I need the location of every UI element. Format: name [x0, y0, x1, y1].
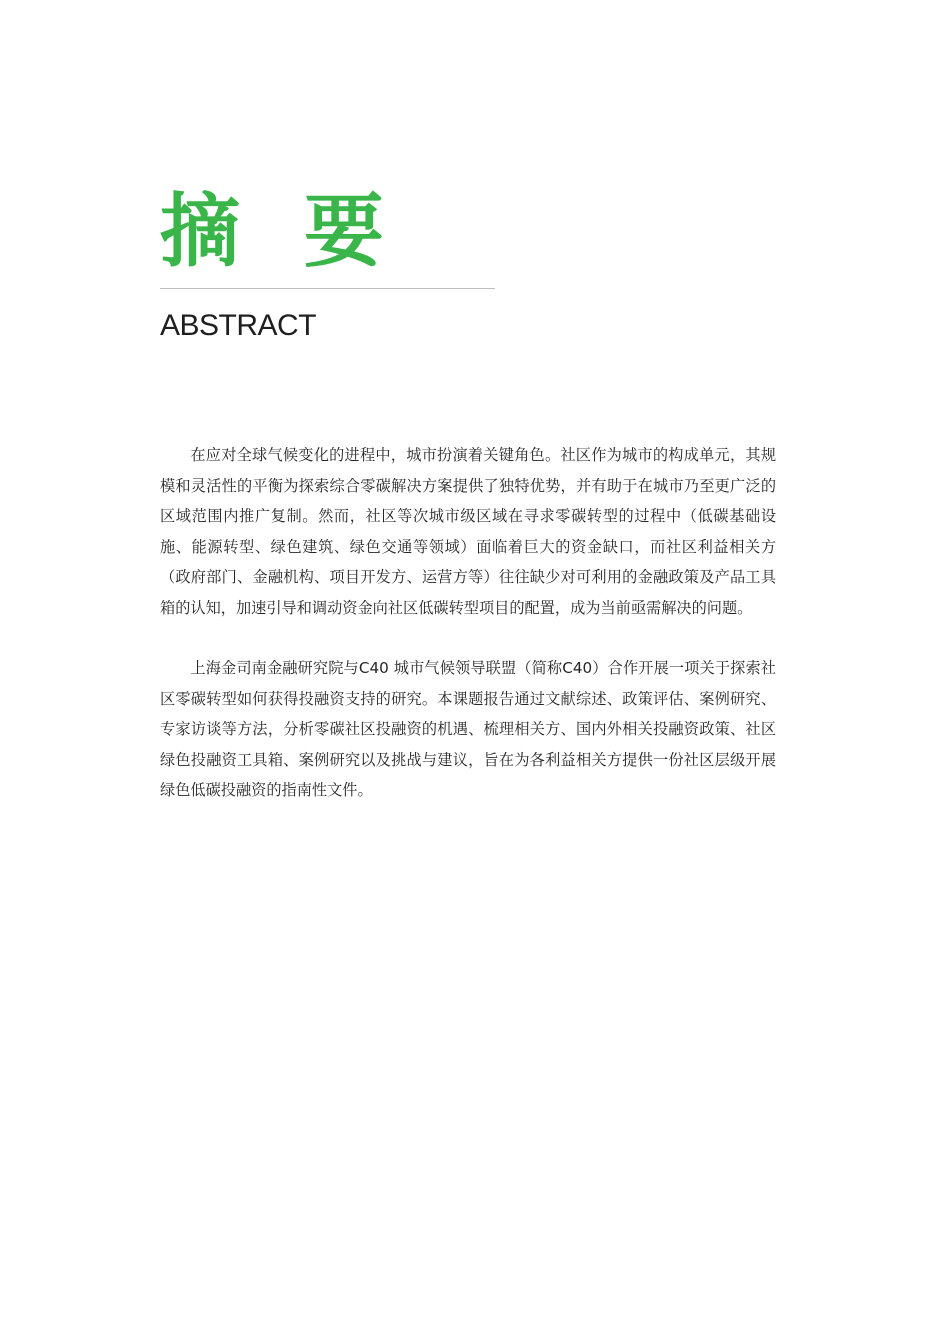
abstract-body — [160, 440, 776, 836]
abstract-paragraph-2: 上海金司南金融研究院与C40 城市气候领导联盟（简称C40）合作开展一项关于探索社区零碳转型如何获得投融资支持的研究。本课题报告通过文献综述、政策评估、案例研究、专家访谈等方法，分析零碳社区投融资的机遇、梳理相关方、国内外相关投融资政策、社区绿色投融资工具箱、案例研究以及挑战与建议，旨在为各利益相关方提供一份社区层级开展绿色低碳投融资的指南性文件。 — [160, 659, 776, 799]
page-title-chinese: 摘 要 — [160, 185, 402, 278]
page-title-english: ABSTRACT — [160, 309, 317, 342]
abstract-paragraph-1: 在应对全球气候变化的进程中，城市扮演着关键角色。社区作为城市的构成单元，其规模和灵活性的平衡为探索综合零碳解决方案提供了独特优势，并有助于在城市乃至更广泛的区域范围内推广复制。然而，社区等次城市级区域在寻求零碳转型的过程中（低碳基础设施、能源转型、绿色建筑、绿色交通等领域）面临着巨大的资金缺口，而社区利益相关方（政府部门、金融机构、项目开发方、运营方等）往往缺少对可利用的金融政策及产品工具箱的认知，加速引导和调动资金向社区低碳转型项目的配置，成为当前亟需解决的问题。 — [160, 446, 776, 617]
title-divider — [160, 288, 495, 289]
